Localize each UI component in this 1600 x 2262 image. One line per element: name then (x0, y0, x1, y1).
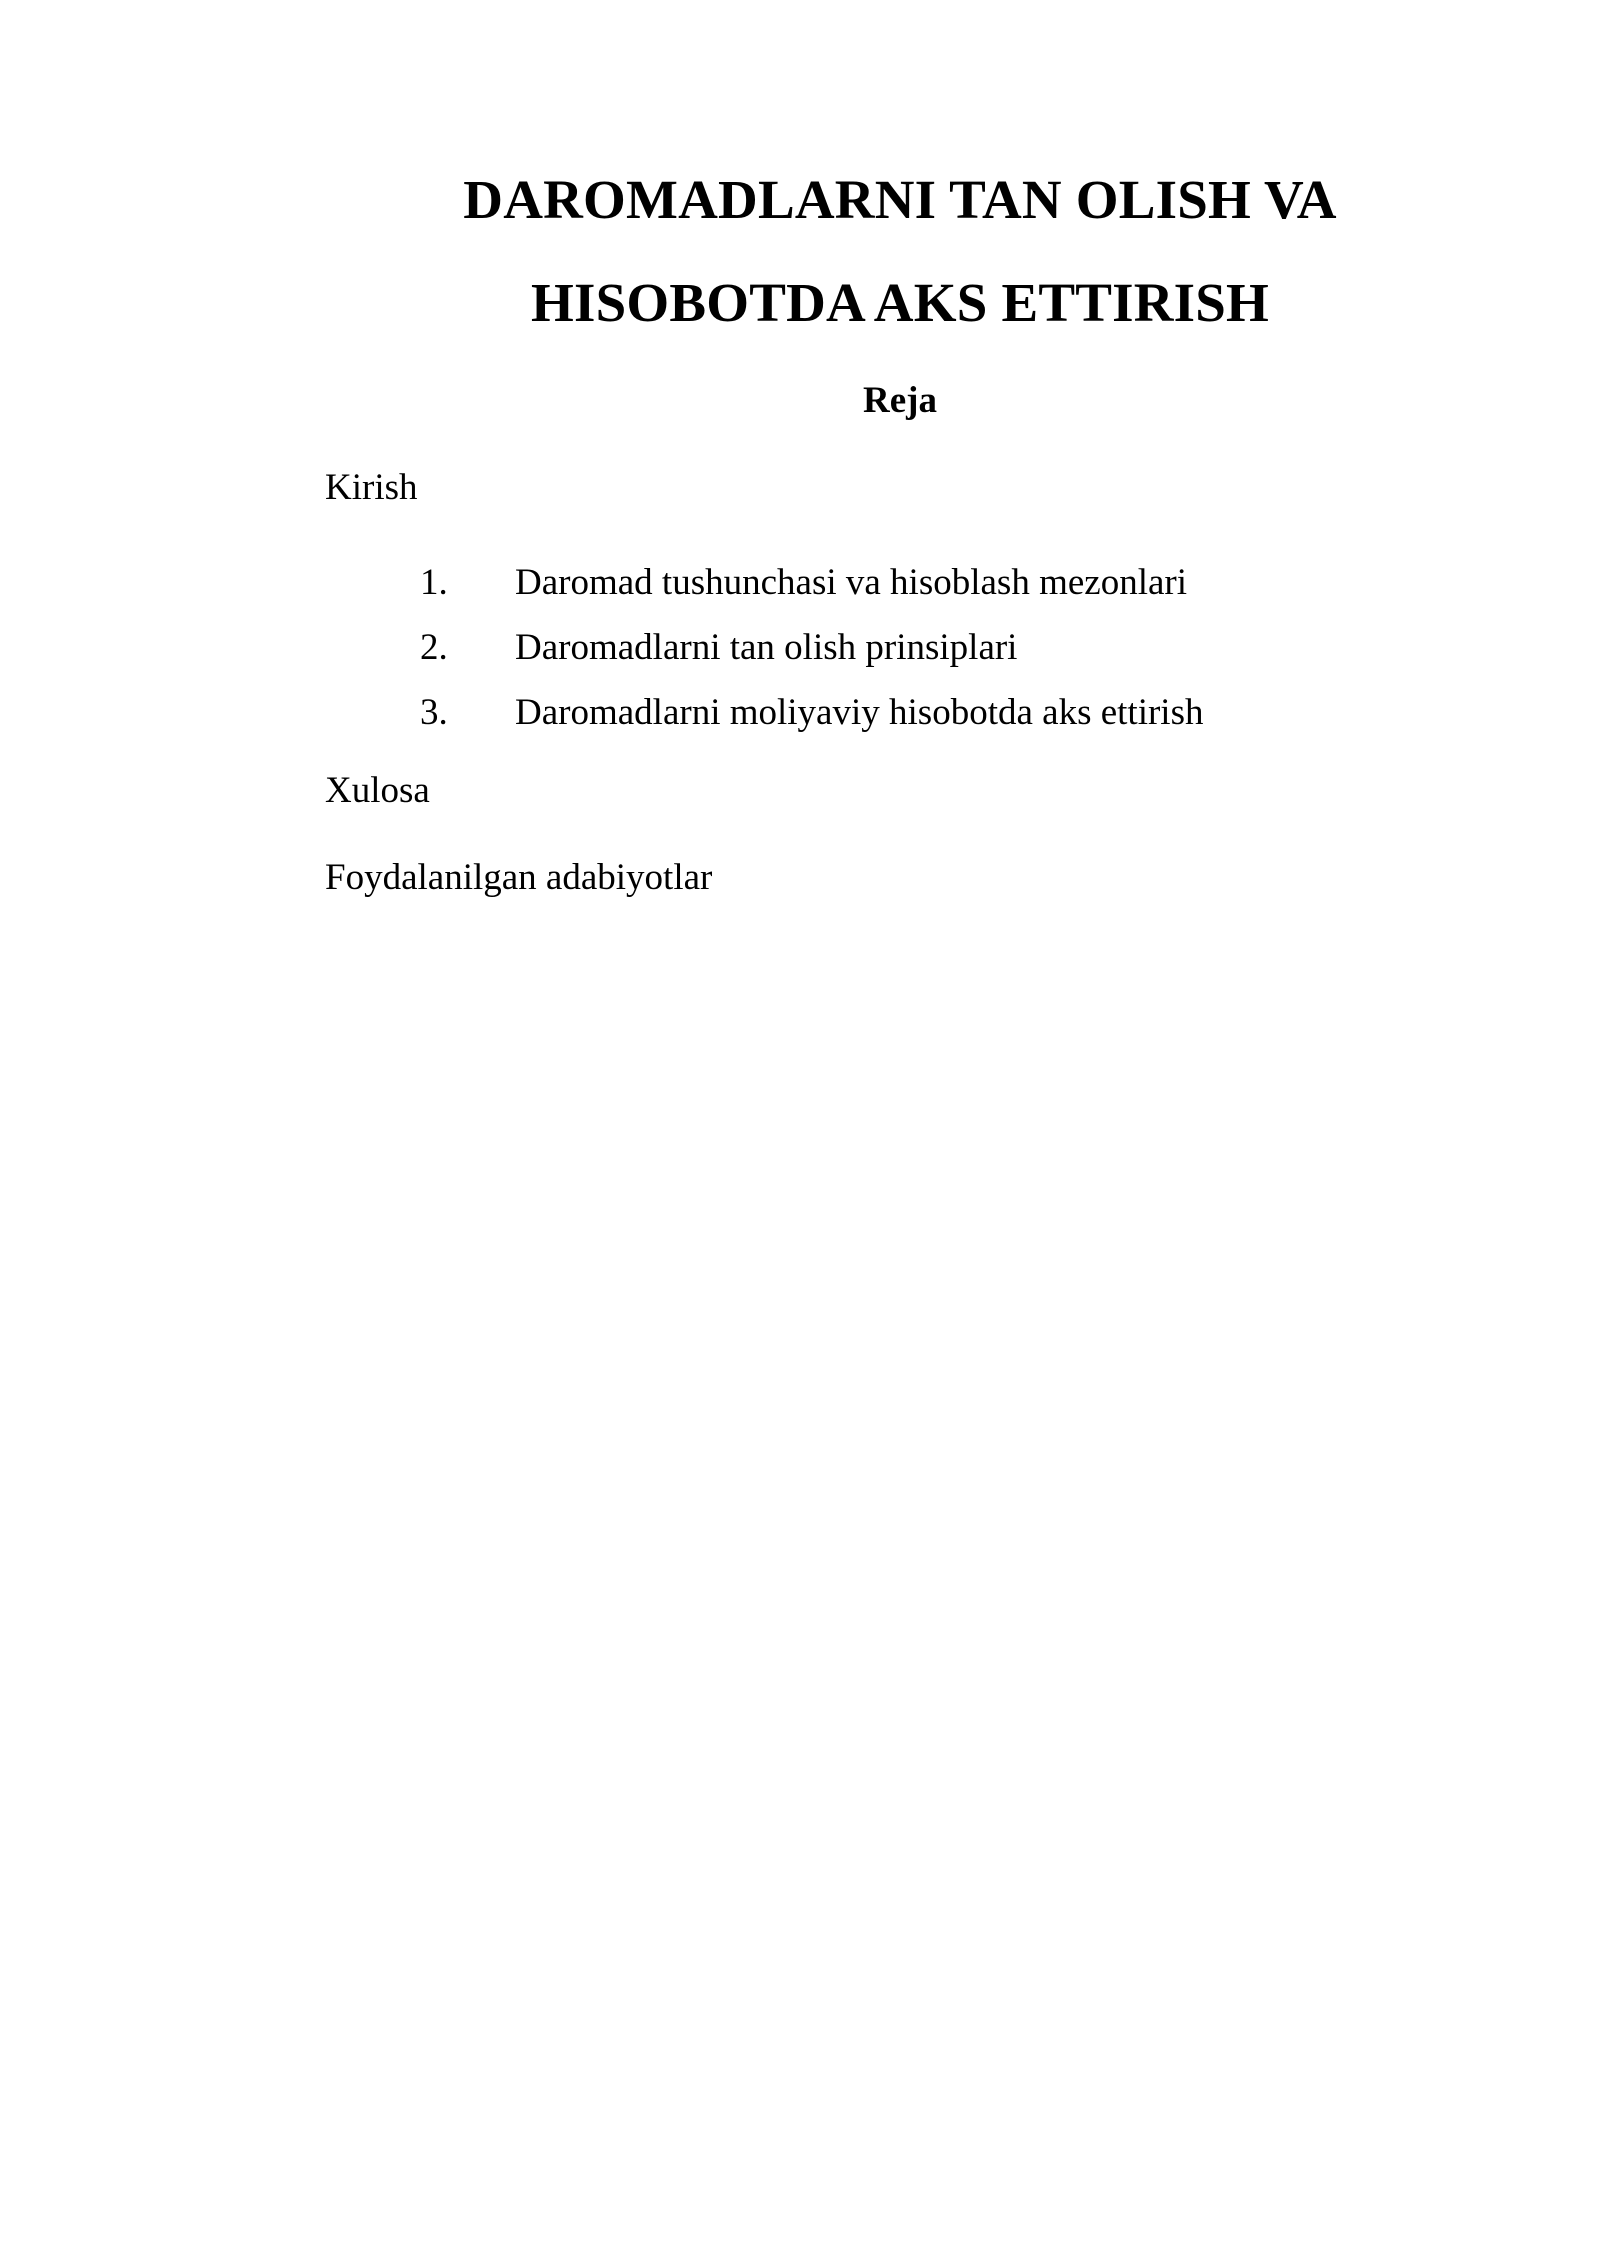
references-label: Foydalanilgan adabiyotlar (325, 857, 713, 898)
intro-label: Kirish (325, 467, 418, 508)
document-title (325, 148, 1475, 354)
title-line-1: DAROMADLARNI TAN OLISH VA (463, 169, 1337, 230)
plan-item-text: Daromadlarni moliyaviy hisobotda aks ettirish (515, 692, 1204, 733)
plan-item-number: 2. (420, 627, 448, 668)
conclusion-label: Xulosa (325, 770, 430, 811)
plan-item-text: Daromad tushunchasi va hisoblash mezonlari (515, 562, 1187, 603)
plan-item-number: 1. (420, 562, 448, 603)
plan-item-text: Daromadlarni tan olish prinsiplari (515, 627, 1018, 668)
title-line-2: HISOBOTDA AKS ETTIRISH (530, 272, 1269, 333)
plan-heading: Reja (863, 380, 937, 421)
plan-item-number: 3. (420, 692, 448, 733)
